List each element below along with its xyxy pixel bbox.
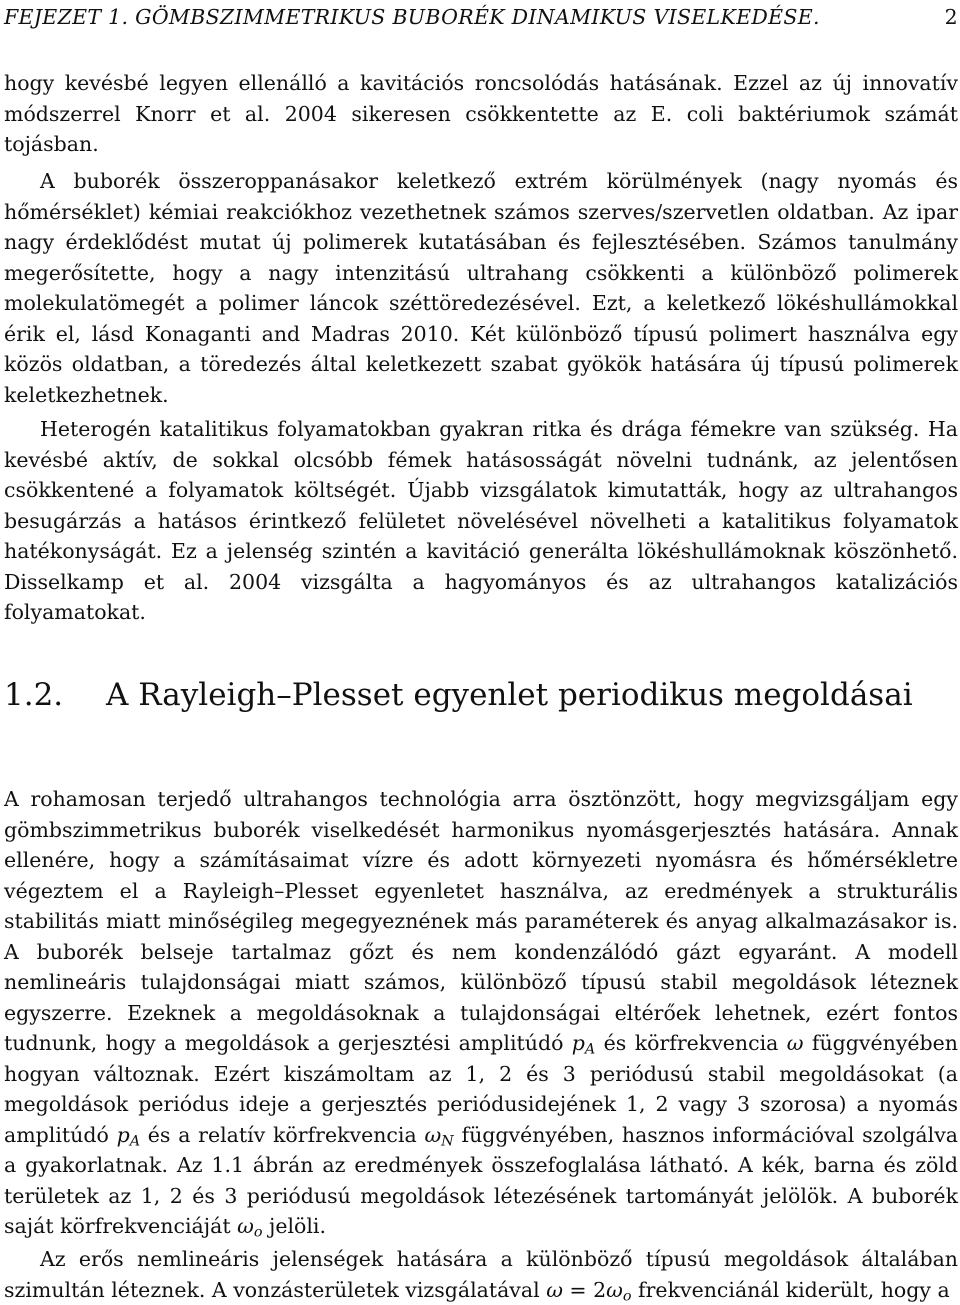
math-symbol: p: [116, 1122, 130, 1147]
chapter-title: FEJEZET 1. GÖMBSZIMMETRIKUS BUBORÉK DINAMIKUS VISELKEDÉSE.: [4, 5, 820, 29]
math-equals: = 2: [562, 1277, 607, 1302]
math-omega: ω: [546, 1277, 563, 1302]
math-subscript: N: [441, 1133, 454, 1150]
math-subscript: o: [622, 1288, 632, 1305]
math-pA: [116, 1122, 141, 1150]
text-run: frekvenciánál kiderült, hogy a: [631, 1277, 950, 1302]
math-omegaO: [237, 1214, 263, 1241]
page-number: 2: [944, 5, 958, 29]
running-header: [4, 4, 958, 30]
math-pA: [571, 1031, 596, 1058]
math-omega: ω: [786, 1031, 804, 1055]
text-run: és a relatív körfrekvencia: [140, 1122, 425, 1147]
math-subscript: o: [253, 1224, 263, 1241]
paragraph-continuation: hogy kevésbé legyen ellenálló a kavitációs roncsolódás hatásának. Ezzel az új innovatív módszerrel Knorr et al. 2004 sikeresen csökkentette az E. coli baktériumok számát tojásban.: [4, 71, 958, 156]
math-omegaN: [424, 1122, 454, 1150]
section-number: 1.2.: [4, 677, 64, 713]
math-symbol: p: [571, 1031, 585, 1055]
text-run: függvényében hogyan változnak. Ezért kiszámoltam az 1, 2 és 3 periódusú stabil megoldásokat (a megoldások periódus ideje a gerjesztés periódusidejének 1, 2 vagy 3 szorosa) a nyomás amplitúdó: [4, 1031, 958, 1147]
section-title: A Rayleigh–Plesset egyenlet periodikus megoldásai: [106, 677, 913, 713]
math-subscript: A: [584, 1041, 596, 1058]
math-omegaO: [606, 1277, 632, 1305]
math-symbol: ω: [237, 1214, 254, 1238]
text-run: Az erős nemlineáris jelenségek hatására a különböző típusú megoldások általában szimultán léteznek. A vonzásterületek vizsgálatával: [4, 1247, 958, 1302]
text-run: jelöli.: [262, 1214, 326, 1238]
section-heading: [4, 672, 958, 718]
paragraph-periodic-solutions: [4, 784, 958, 1242]
paragraph-attractors: [4, 1244, 958, 1305]
math-subscript: A: [129, 1133, 141, 1150]
text-run: és körfrekvencia: [595, 1031, 787, 1055]
math-symbol: ω: [424, 1122, 442, 1147]
paragraph-catalysis: Heterogén katalitikus folyamatokban gyakran ritka és drága fémekre van szükség. Ha kevésbé aktív, de sokkal olcsóbb fémek hatásosságát növelni tudnánk, az jelentősen csökkentené a folyamatok költségét. Újabb vizsgálatok kimutatták, hogy az ultrahangos besugárzás a hatásos érintkező felületet növelésével növelheti a katalitikus folyamatok hatékonyságát. Ez a jelenség szintén a kavitáció generálta lökéshullámoknak köszönhető. Disselkamp et al. 2004 vizsgálta a hagyományos és az ultrahangos katalizációs folyamatokat.: [4, 417, 958, 624]
text-run: A rohamosan terjedő ultrahangos technológia arra ösztönzött, hogy megvizsgáljam egy gömbszimmetrikus buborék viselkedését harmonikus nyomásgerjesztés hatására. Annak ellenére, hogy a számításaimat vízre és adott környezeti nyomásra és hőmérsékletre végeztem el a Rayleigh–Plesset egyenletet használva, az eredmények a strukturális stabilitás miatt minőségileg megegyeznének más paraméterek és anyag alkalmazásakor is. A buborék belseje tartalmaz gőzt és nem kondenzálódó gázt egyaránt. A modell nemlineáris tulajdonságai miatt számos, különböző típusú stabil megoldások léteznek egyszerre. Ezeknek a megoldásoknak a tulajdonságai eltérőek lehetnek, ezért fontos tudnunk, hogy a megoldások a gerjesztési amplitúdó: [4, 787, 958, 1055]
math-symbol: ω: [606, 1277, 623, 1302]
text-run: függvényében, hasznos információval szolgálva a gyakorlatnak. Az 1.1 ábrán az eredmények összefoglalása látható. A kék, barna és zöld területek az 1, 2 és 3 periódusú megoldások létezésének tartományát jelölök. A buborék saját körfrekvenciáját: [4, 1122, 958, 1238]
paragraph-chemistry: A buborék összeroppanásakor keletkező extrém körülmények (nagy nyomás és hőmérséklet) kémiai reakciókhoz vezethetnek számos szerves/szervetlen oldatban. Az ipar nagy érdeklődést mutat új polimerek kutatásában és fejlesztésében. Számos tanulmány megerősítette, hogy a nagy intenzitású ultrahang csökkenti a különböző polimerek molekulatömegét a polimer láncok széttöredezésével. Ezt, a keletkező lökéshullámokkal érik el, lásd Konaganti and Madras 2010. Két különböző típusú polimert használva egy közös oldatban, a töredezés által keletkezett szabat gyökök hatására új típusú polimerek keletkezhetnek.: [4, 169, 958, 407]
